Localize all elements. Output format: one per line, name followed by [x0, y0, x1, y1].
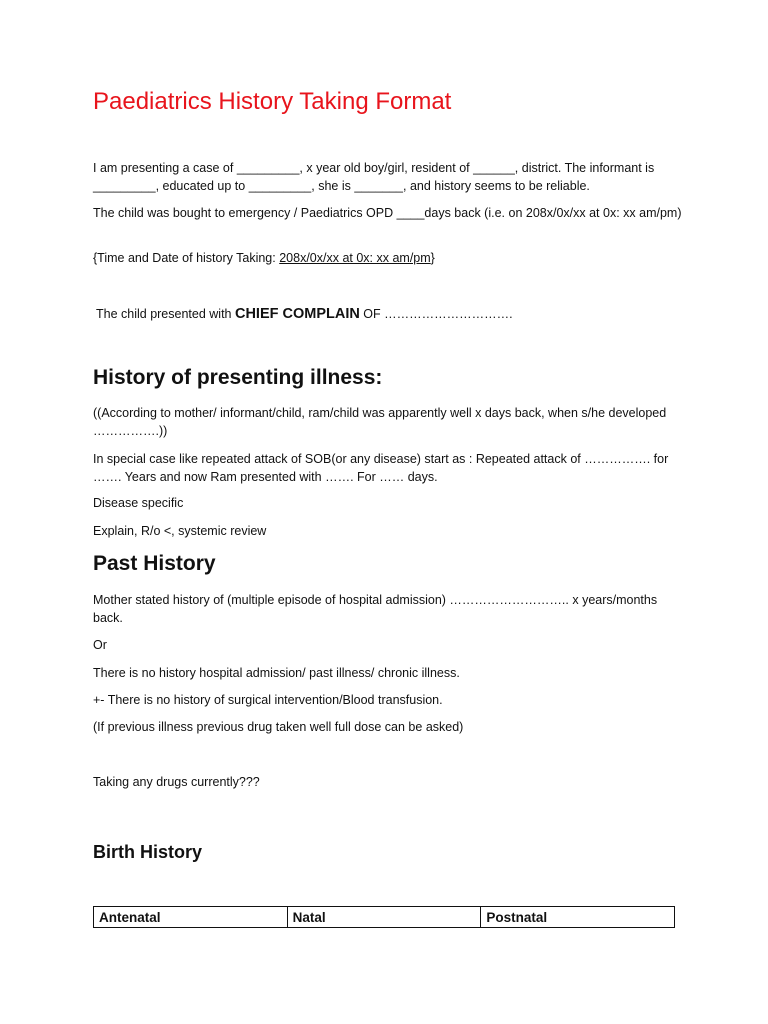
history-time-line — [93, 249, 683, 267]
history-time-value: 208x/0x/xx at 0x: xx am/pm — [279, 251, 431, 265]
past-paragraph-6: Taking any drugs currently??? — [93, 775, 260, 789]
document-title: Paediatrics History Taking Format — [93, 88, 452, 115]
table-header-row — [94, 907, 675, 928]
hpi-paragraph-4: Explain, R/o <, systemic review — [93, 524, 267, 538]
hpi-paragraph-2: In special case like repeated attack of SOB(or any disease) start as : Repeated attack of ……………. for ……. Years and now Ram presented with ……. For …… days. — [93, 452, 669, 484]
hpi-paragraph-1: ((According to mother/ informant/child, ram/child was apparently well x days back, when s/he developed …………….)) — [93, 406, 667, 438]
history-time-prefix: {Time and Date of history Taking: — [93, 251, 280, 265]
intro-paragraph-2: The child was bought to emergency / Paediatrics OPD ____days back (i.e. on 208x/0x/xx at 0x: xx am/pm) — [93, 206, 682, 220]
column-antenatal: Antenatal — [94, 907, 288, 928]
birth-history-heading: Birth History — [93, 842, 203, 862]
past-paragraph-1: Mother stated history of (multiple episode of hospital admission) ……………………….. x years/months back. — [93, 593, 658, 625]
hpi-paragraph-3: Disease specific — [93, 496, 184, 510]
column-natal: Natal — [287, 907, 481, 928]
chief-complaint-emphasis: CHIEF COMPLAIN — [234, 306, 360, 322]
past-paragraph-4: +- There is no history of surgical intervention/Blood transfusion. — [93, 693, 443, 707]
intro-paragraph-1: I am presenting a case of _________, x year old boy/girl, resident of ______, district. The informant is _________, educated up to _________, she is _______, and history seems to be reliable. — [93, 161, 655, 193]
chief-complaint-prefix: The child presented with — [96, 307, 235, 321]
past-paragraph-5: (If previous illness previous drug taken well full dose can be asked) — [93, 720, 464, 734]
hpi-heading: History of presenting illness: — [93, 366, 383, 389]
past-paragraph-2: Or — [93, 638, 107, 652]
chief-complaint-line — [96, 305, 686, 323]
past-paragraph-3: There is no history hospital admission/ past illness/ chronic illness. — [93, 666, 460, 680]
history-time-suffix: } — [430, 251, 435, 265]
chief-complaint-suffix: OF …………………………. — [359, 307, 513, 321]
past-history-heading: Past History — [93, 552, 216, 575]
birth-history-table — [93, 906, 675, 928]
column-postnatal: Postnatal — [481, 907, 675, 928]
